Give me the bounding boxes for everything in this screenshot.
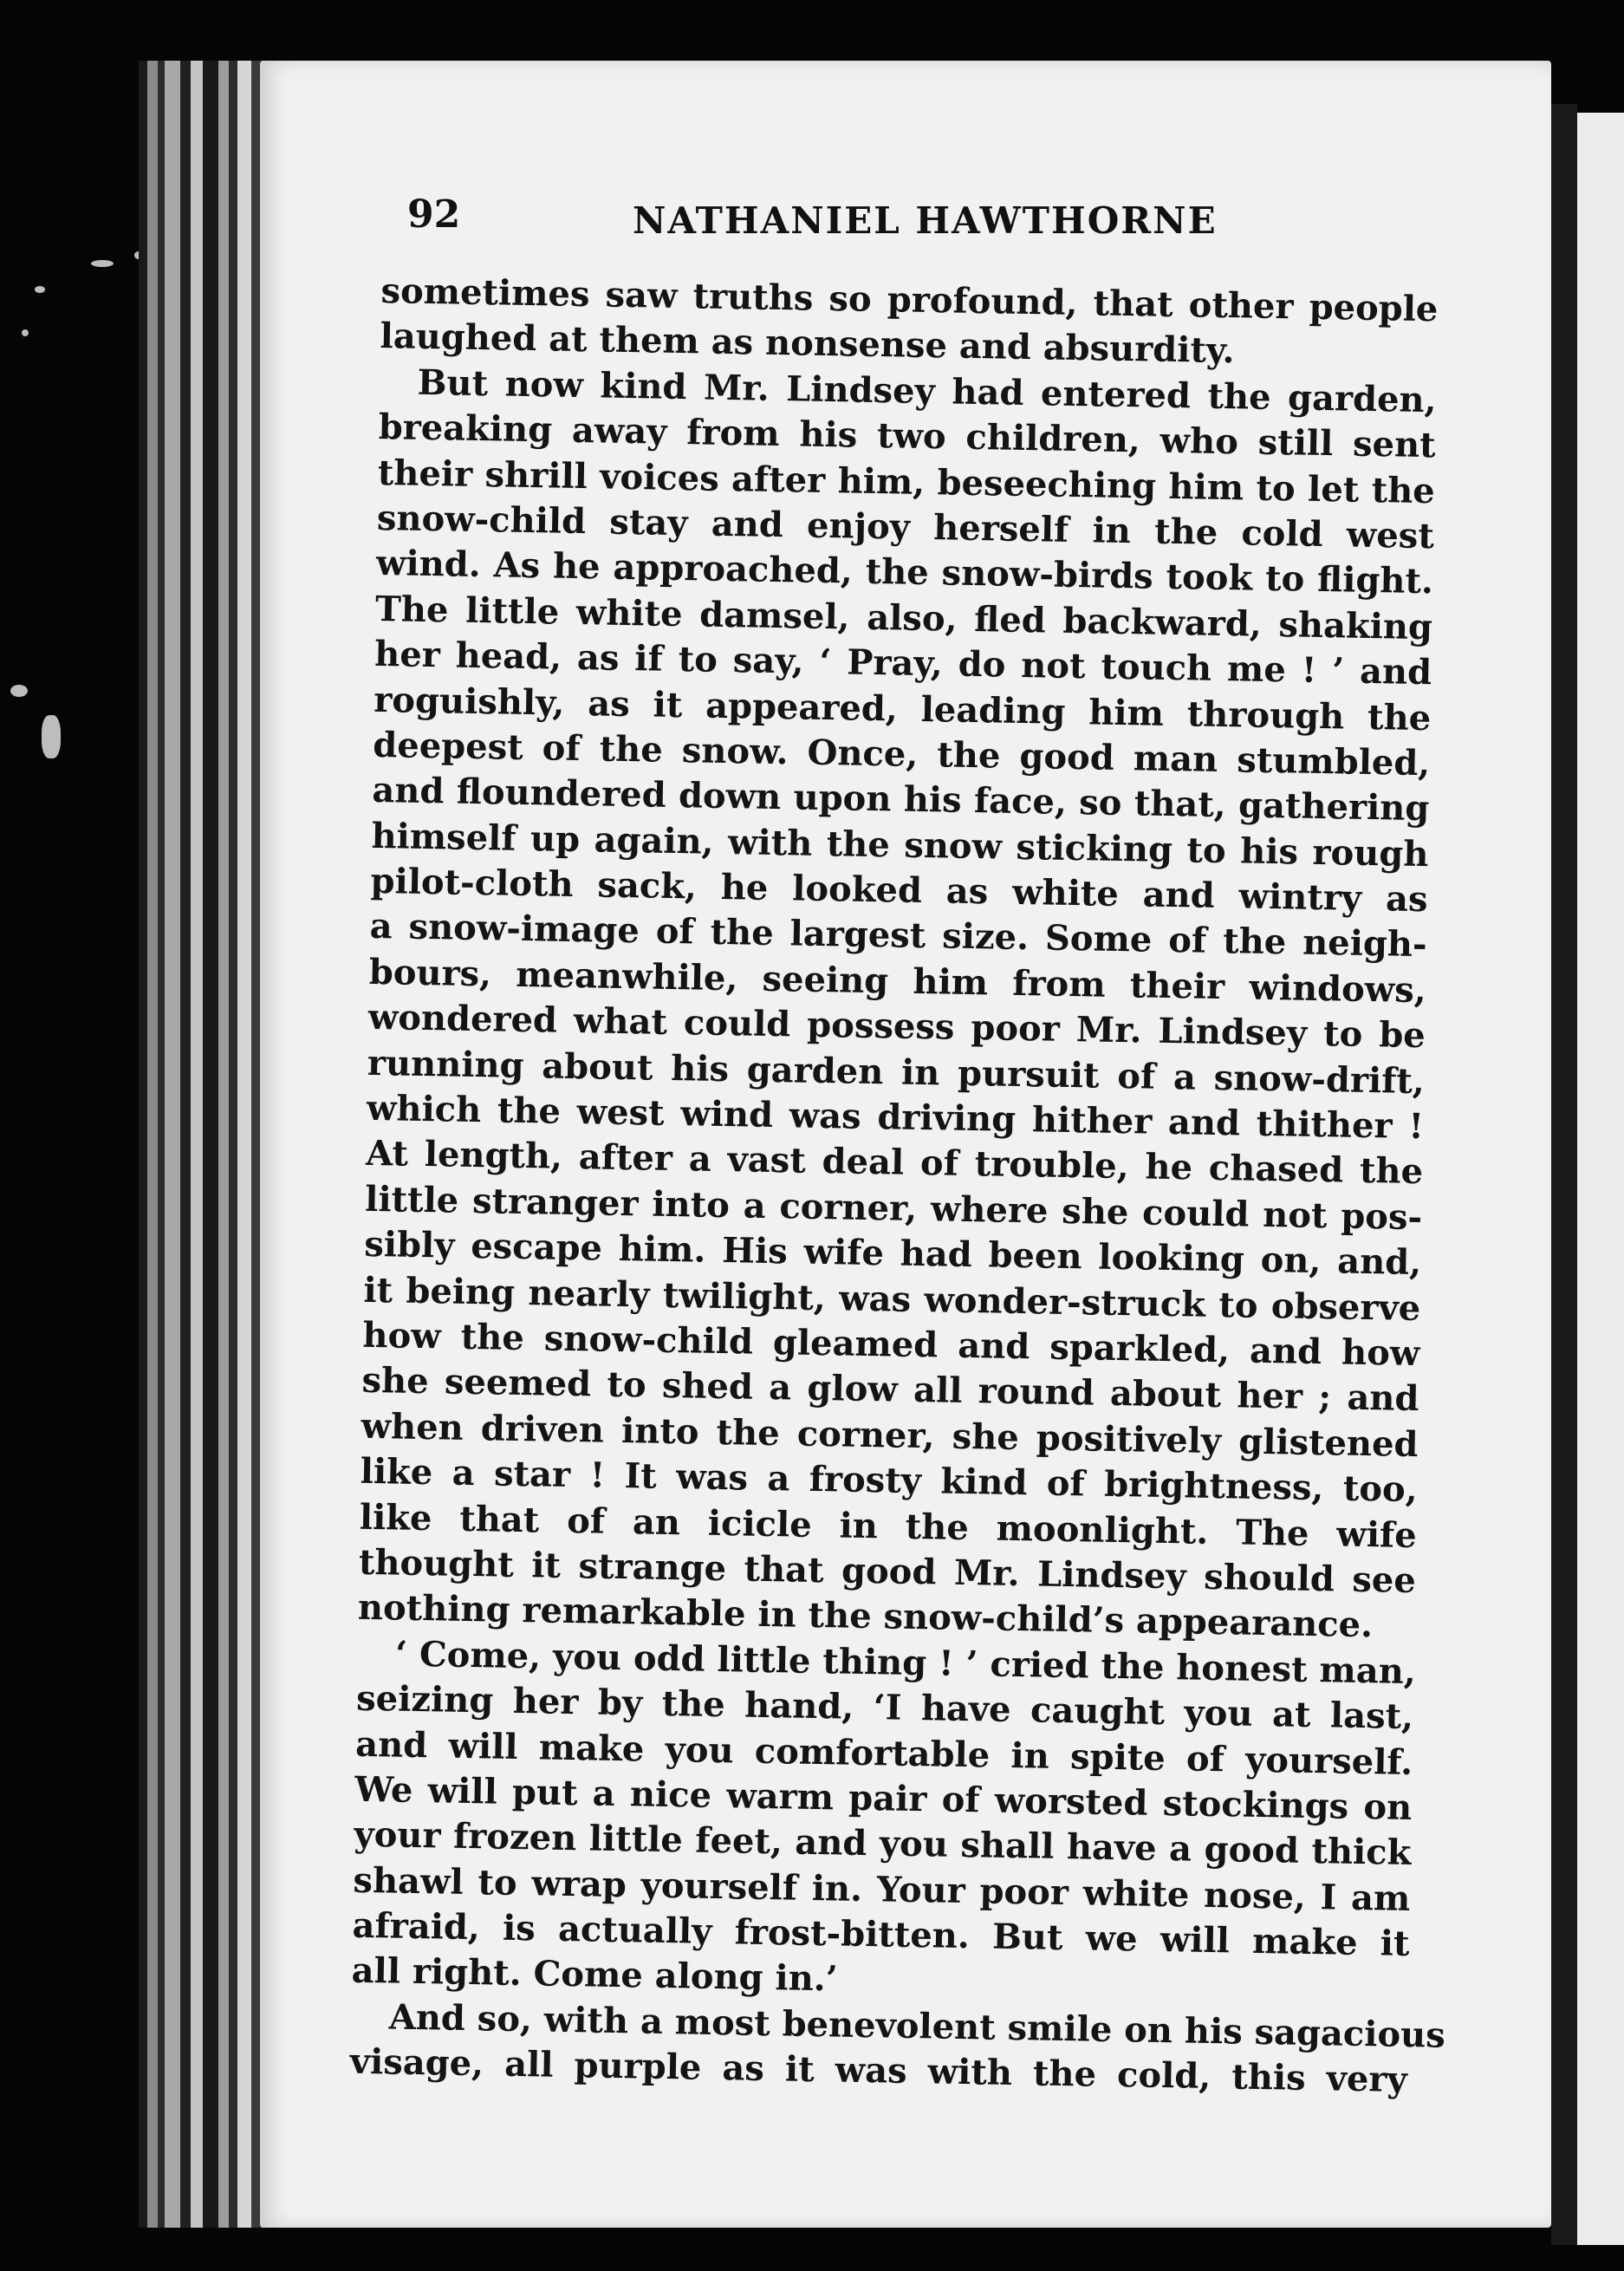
text-line: their shrill voices after him, beseeching him to let the [377, 452, 1436, 511]
dust-speck [10, 685, 28, 697]
text-line: how the snow-child gleamed and sparkled, and how [362, 1314, 1420, 1375]
text-line: wondered what could possess poor Mr. Lindsey to be [367, 997, 1426, 1057]
text-line: sibly escape him. His wife had been looking on, and, [363, 1224, 1422, 1284]
text-line: visage, all purple as it was with the cold, this very [349, 2040, 1408, 2101]
text-line: when driven into the corner, she positively glistened [361, 1405, 1419, 1465]
text-line: ‘ Come, you odd little thing ! ’ cried the honest man, [394, 1633, 1417, 1692]
text-line: pilot-cloth sack, he looked as white and wintry as [370, 860, 1428, 921]
text-line: wind. As he approached, the snow-birds took to flight. [375, 543, 1434, 602]
text-line: like that of an icicle in the moonlight. The wife [359, 1496, 1418, 1556]
text-line: her head, as if to say, ‘ Pray, do not touch me ! ’ and [374, 634, 1432, 693]
text-line: At length, after a vast deal of trouble, he chased the [365, 1133, 1424, 1193]
text-line: bours, meanwhile, seeing him from their windows, [368, 951, 1427, 1012]
text-line: seizing her by the hand, ‘I have caught you at last, [355, 1677, 1414, 1738]
text-line: deepest of the snow. Once, the good man stumbled, [373, 724, 1431, 784]
page-header [407, 192, 1447, 253]
text-line: which the west wind was driving hither and thither ! [366, 1087, 1425, 1148]
text-line: snow-child stay and enjoy herself in the cold west [376, 497, 1435, 557]
dust-speck [35, 286, 45, 293]
facing-page-edge [1577, 113, 1624, 2245]
text-line: little stranger into a corner, where she could not pos- [364, 1178, 1423, 1238]
page-gutter-shadow [1551, 104, 1577, 2245]
text-line: The little white damsel, also, fled backward, shaking [374, 588, 1433, 647]
text-line: And so, with a most benevolent smile on his sagacious [388, 1996, 1446, 2056]
text-line: We will put a nice warm pair of worsted stockings on [354, 1768, 1413, 1828]
text-line: nothing remarkable in the snow-child’s appearance. [357, 1587, 1374, 1646]
text-line: it being nearly twilight, was wonder-struck to observe [363, 1269, 1421, 1329]
text-line: and will make you comfortable in spite of yourself. [354, 1723, 1413, 1783]
dust-speck [22, 329, 29, 336]
text-line: like a star ! It was a frosty kind of brightness, too, [360, 1450, 1419, 1511]
text-line: laughed at them as nonsense and absurdity. [380, 316, 1235, 372]
text-line: breaking away from his two children, who still sent [378, 407, 1437, 466]
page-number: 92 [407, 192, 461, 237]
text-line: roguishly, as it appeared, leading him through the [373, 679, 1432, 739]
text-line: she seemed to shed a glow all round about her ; and [361, 1360, 1419, 1420]
text-line: and floundered down upon his face, so that, gathering [372, 770, 1430, 830]
text-line: But now kind Mr. Lindsey had entered the garden, [417, 361, 1437, 421]
text-line: your frozen little feet, and you shall have a good thick [354, 1814, 1412, 1874]
text-line: shawl to wrap yourself in. Your poor white nose, I am [353, 1859, 1411, 1919]
text-line: himself up again, with the snow sticking to his rough [371, 815, 1429, 875]
dust-speck [42, 715, 61, 758]
text-line: all right. Come along in.’ [351, 1950, 839, 2000]
running-title: NATHANIEL HAWTHORNE [633, 199, 1218, 242]
text-line: afraid, is actually frost-bitten. But we will make it [352, 1904, 1410, 1965]
body-text [349, 269, 1446, 2104]
text-line: running about his garden in pursuit of a snow-drift, [367, 1042, 1426, 1102]
text-line: thought it strange that good Mr. Lindsey should see [358, 1541, 1417, 1601]
text-line: sometimes saw truths so profound, that other people [380, 270, 1439, 330]
dust-speck [91, 260, 114, 267]
text-line: a snow-image of the largest size. Some of the neigh- [369, 906, 1427, 966]
